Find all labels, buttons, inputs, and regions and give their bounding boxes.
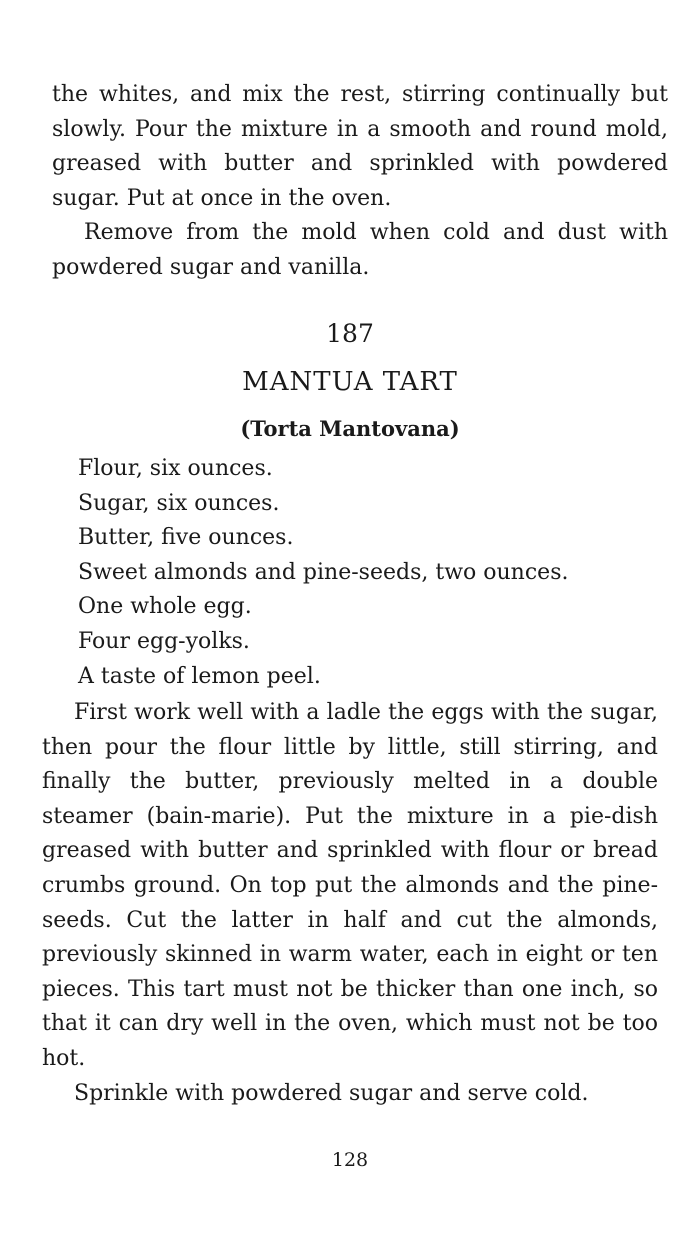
method-paragraph-1: First work well with a ladle the eggs with the sugar, then pour the flour little by little, still stirring, and finally the butter, previously melted in a double steamer (bain-marie). Put the mixture in a pie-dish greased with butter and sprinkled with flour or bread crumbs ground. On top put the almonds and the pine-seeds. Cut the latter in half and cut the almonds, previously skinned in warm water, each in eight or ten pieces. This tart must not be thicker than one inch, so that it can dry well in the oven, which must not be too hot. bbox=[42, 700, 658, 1071]
ingredient-list bbox=[78, 452, 658, 694]
ingredient-item: Four egg-yolks. bbox=[78, 628, 250, 654]
intro-paragraph-1: the whites, and mix the rest, stirring continually but slowly. Pour the mixture in a smooth and round mold, greased with butter and sprinkled with powdered sugar. Put at once in the oven. bbox=[52, 82, 668, 211]
method-paragraph-2: Sprinkle with powdered sugar and serve cold. bbox=[74, 1080, 589, 1106]
ingredient-item: A taste of lemon peel. bbox=[78, 663, 321, 689]
ingredient-item: Sugar, six ounces. bbox=[78, 490, 280, 516]
method-text bbox=[42, 696, 658, 1111]
ingredient-item: Flour, six ounces. bbox=[78, 456, 273, 481]
recipe-title: MANTUA TART bbox=[242, 367, 458, 397]
recipe-subtitle: (Torta Mantovana) bbox=[240, 416, 460, 441]
intro-paragraph-2: Remove from the mold when cold and dust with powdered sugar and vanilla. bbox=[52, 220, 668, 280]
recipe-number: 187 bbox=[326, 319, 374, 348]
page-number: 128 bbox=[331, 1149, 369, 1171]
ingredient-item: Sweet almonds and pine-seeds, two ounces. bbox=[78, 559, 569, 585]
ingredient-item: Butter, five ounces. bbox=[78, 525, 294, 551]
ingredient-item: One whole egg. bbox=[78, 594, 252, 620]
intro-text bbox=[52, 78, 668, 286]
